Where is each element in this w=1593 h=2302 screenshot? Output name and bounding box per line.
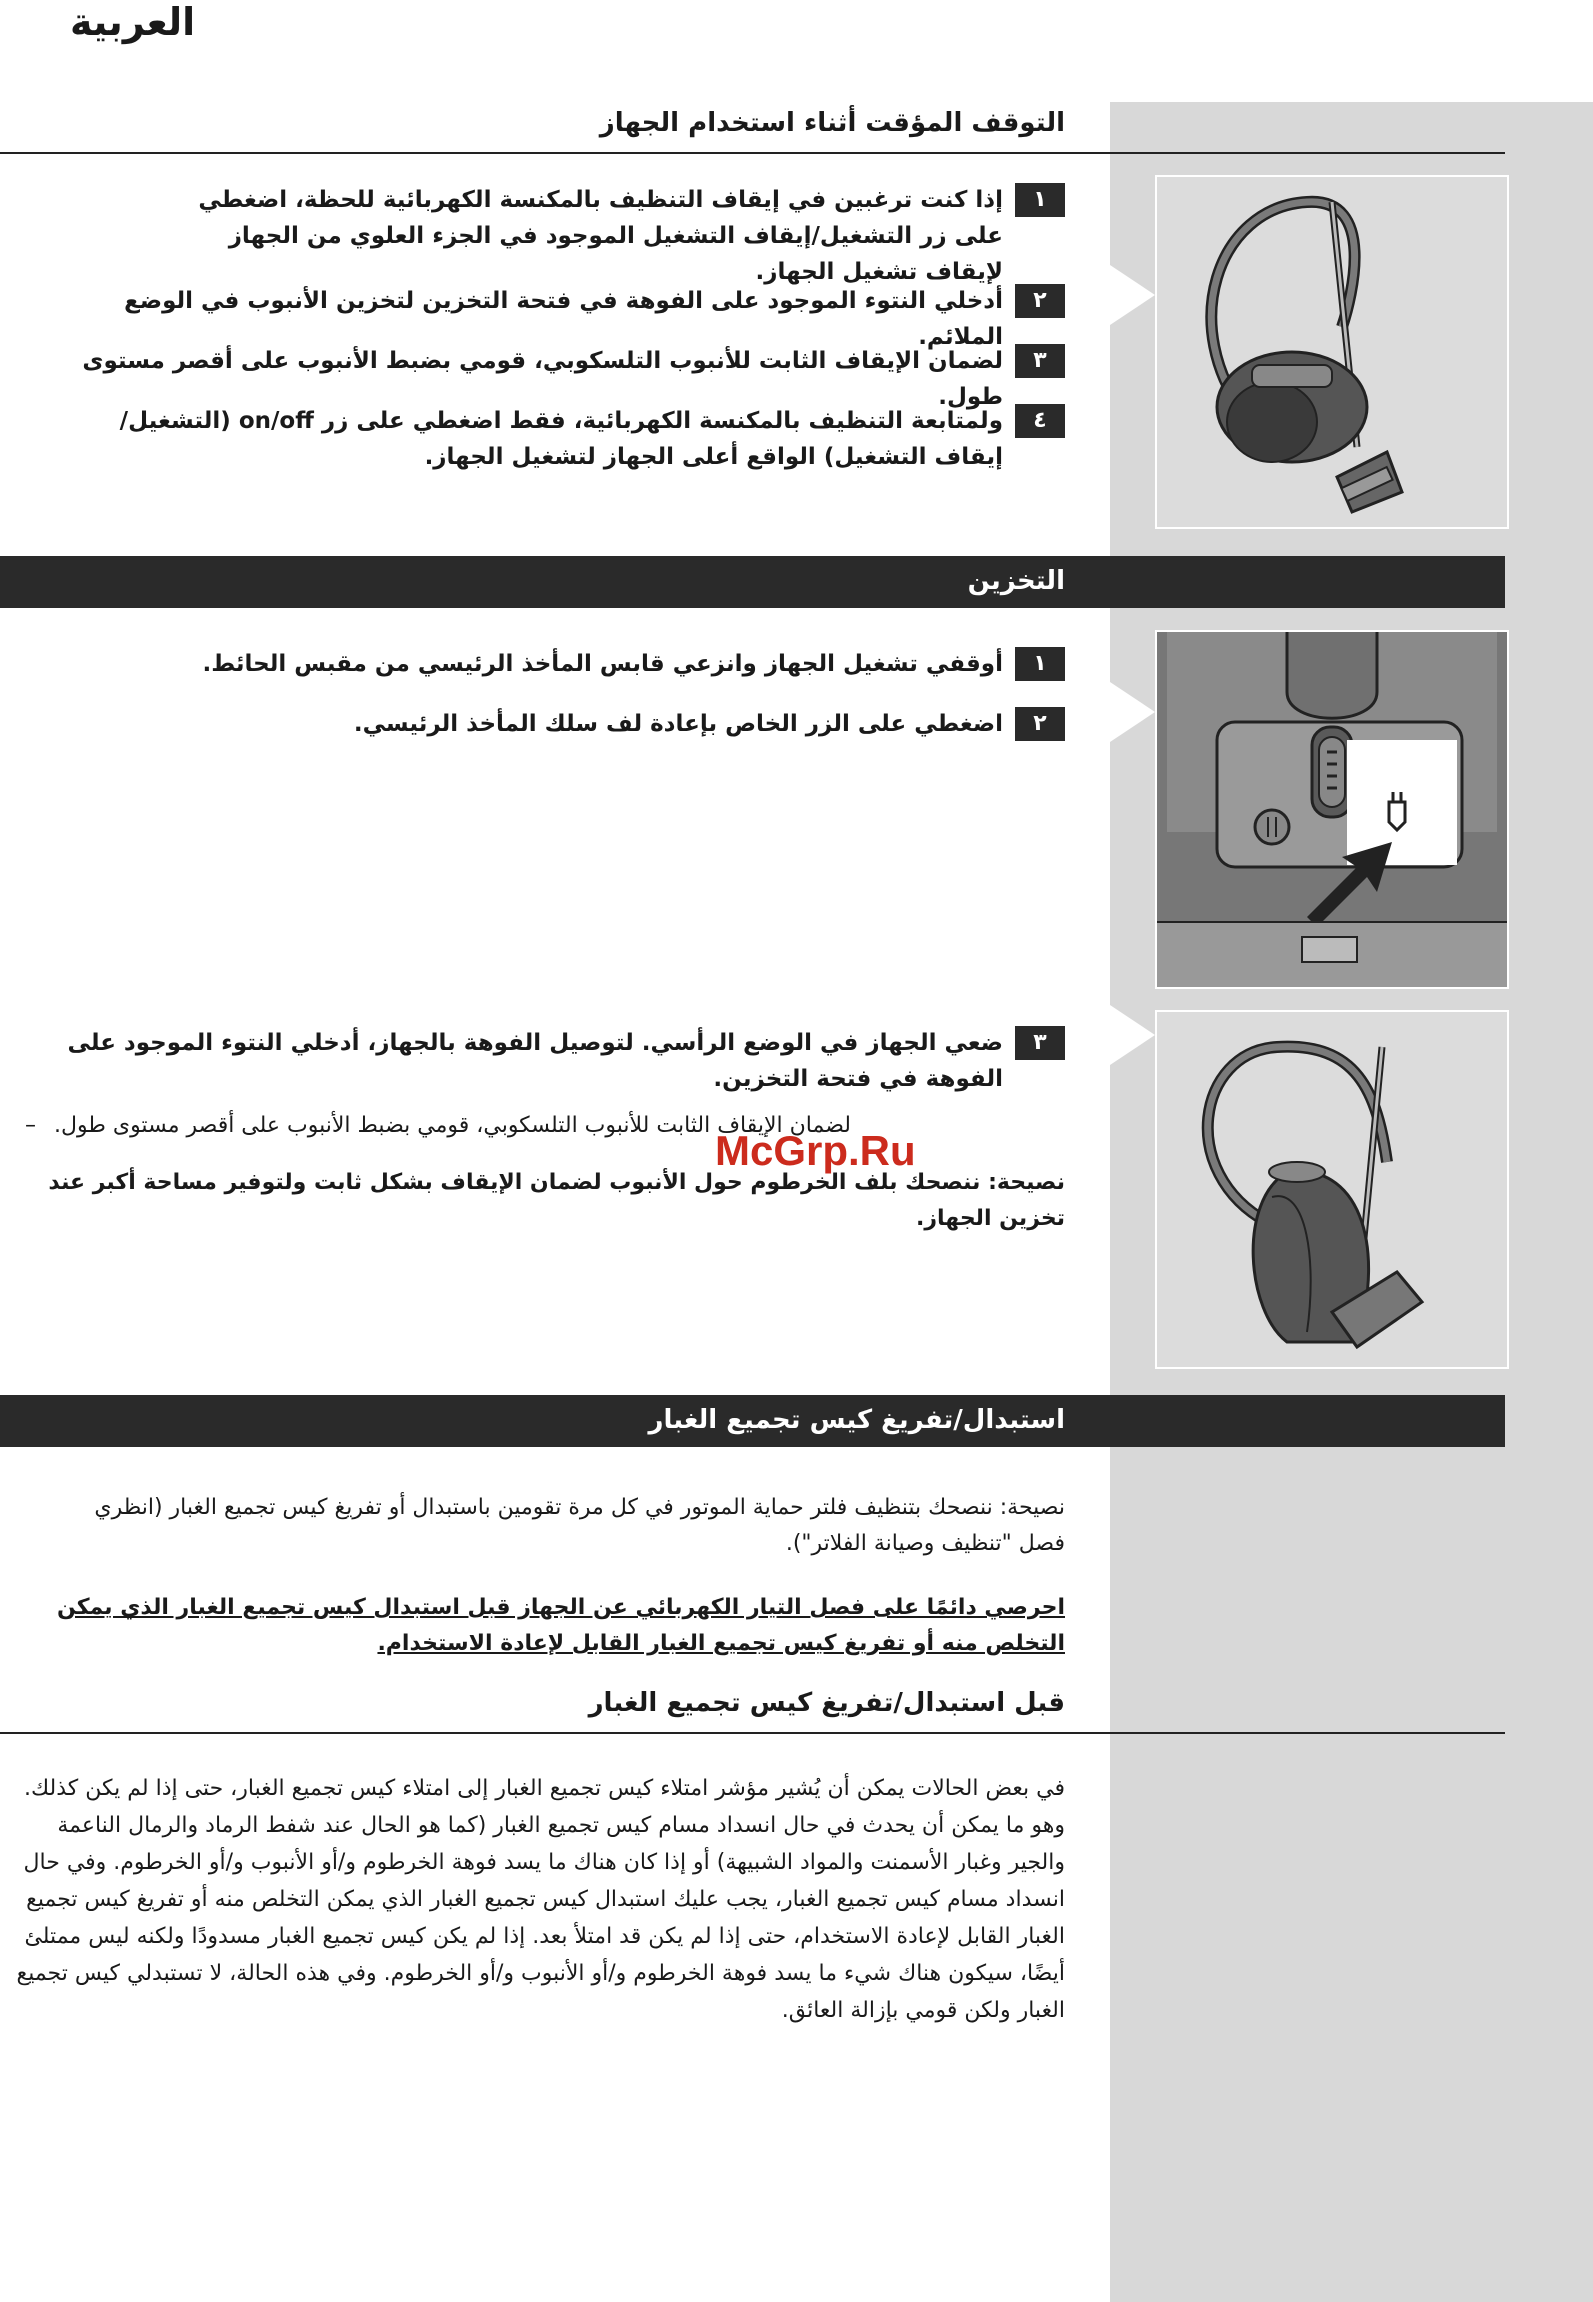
step-number: ٣ [1015, 344, 1065, 378]
figure-pointer [1110, 682, 1155, 742]
step-text: ولمتابعة التنظيف بالمكنسة الكهربائية، فقط اضغطي على زر on/off (التشغيل/إيقاف التشغيل) الواقع أعلى الجهاز لتشغيل الجهاز. [119, 408, 1003, 470]
section-title: استبدال/تفريغ كيس تجميع الغبار [648, 1405, 1065, 1435]
storage-step-2 [115, 706, 1065, 742]
storage-tip: نصيحة: ننصحك بلف الخرطوم حول الأنبوب لضمان الإيقاف بشكل ثابت ولتوفير مساحة أكبر عند تخزين الجهاز. [48, 1170, 1065, 1231]
vacuum-upright-storage-illustration [1155, 1010, 1509, 1369]
step-text: لضمان الإيقاف الثابت للأنبوب التلسكوبي، قومي بضبط الأنبوب على أقصر مستوى طول. [82, 348, 1003, 410]
indicator-dial-icon [1255, 810, 1289, 844]
step-number: ٢ [1015, 707, 1065, 741]
step-text: إذا كنت ترغبين في إيقاف التنظيف بالمكنسة الكهربائية للحظة، اضغطي على زر التشغيل/إيقاف التشغيل الموجود في الجزء العلوي من الجهاز لإيقاف تشغيل الجهاز. [198, 187, 1003, 285]
upright-vacuum-icon [1157, 1012, 1507, 1367]
cord-rewind-illustration [1155, 630, 1509, 989]
dustbag-tip: نصيحة: ننصحك بتنظيف فلتر حماية الموتور في كل مرة تقومين باستبدال أو تفريغ كيس تجميع الغبار (انظري فصل "تنظيف وصيانة الفلاتر"). [94, 1495, 1065, 1556]
pause-step-4 [80, 403, 1065, 475]
dustbag-subheading [0, 1682, 1505, 1734]
storage-step-1 [115, 646, 1065, 682]
step-number: ١ [1015, 183, 1065, 217]
rewind-button-icon [1319, 737, 1345, 807]
figure-pointer [1110, 265, 1155, 325]
figure-pointer [1110, 1005, 1155, 1065]
step-number: ٣ [1015, 1026, 1065, 1060]
section-heading-storage [0, 556, 1505, 608]
step-number: ٢ [1015, 284, 1065, 318]
subheading-title: قبل استبدال/تفريغ كيس تجميع الغبار [588, 1688, 1065, 1718]
vacuum-parked-illustration [1155, 175, 1509, 529]
step-number: ١ [1015, 647, 1065, 681]
step-text: ضعي الجهاز في الوضع الرأسي. لتوصيل الفوهة بالجهاز، أدخلي النتوء الموجود على الفوهة في فتحة التخزين. [67, 1030, 1003, 1092]
pause-step-1 [165, 182, 1065, 290]
section-title: التوقف المؤقت أثناء استخدام الجهاز [599, 108, 1065, 138]
vacuum-cleaner-icon [1157, 177, 1507, 527]
dash-item-text: لضمان الإيقاف الثابت للأنبوب التلسكوبي، قومي بضبط الأنبوب على أقصر مستوى طول. [54, 1113, 851, 1138]
dustbag-warning: احرصي دائمًا على فصل التيار الكهربائي عن الجهاز قبل استبدال كيس تجميع الغبار الذي يمكن التخلص منه أو تفريغ كيس تجميع الغبار القابل لإعادة الاستخدام. [56, 1595, 1065, 1656]
step-number: ٤ [1015, 404, 1065, 438]
dustbag-body: في بعض الحالات يمكن أن يُشير مؤشر امتلاء كيس تجميع الغبار إلى امتلاء كيس تجميع الغبار، حتى إذا لم يكن كذلك. وهو ما يمكن أن يحدث في حال انسداد مسام كيس تجميع الغبار (كما هو الحال عند شفط الرماد والرمال الناعمة والجير وغبار الأسمنت والمواد الشبيهة) أو إذا كان هناك ما يسد فوهة الخرطوم و/أو الأنبوب و/أو الخرطوم. وفي حال انسداد مسام كيس تجميع الغبار، يجب عليك استبدال كيس تجميع الغبار الذي يمكن التخلص منه أو تفريغ كيس تجميع الغبار القابل لإعادة الاستخدام، حتى إذا لم يكن قد امتلأ بعد. إذا لم يكن كيس تجميع الغبار مسدودًا ولكنه ليس ممتلئ أيضًا، سيكون هناك شيء ما يسد فوهة الخرطوم و/أو الأنبوب و/أو الخرطوم. وفي هذه الحالة، لا تستبدلي كيس تجميع الغبار ولكن قومي بإزالة العائق. [16, 1776, 1065, 2023]
step-text: أدخلي النتوء الموجود على الفوهة في فتحة التخزين لتخزين الأنبوب في الوضع الملائم. [124, 288, 1003, 350]
language-label: العربية [70, 0, 196, 44]
storage-dash-item: – لضمان الإيقاف الثابت للأنبوب التلسكوبي، قومي بضبط الأنبوب على أقصر مستوى طول. [25, 1108, 1065, 1144]
step-text: اضغطي على الزر الخاص بإعادة لف سلك المأخذ الرئيسي. [353, 711, 1003, 737]
watermark: McGrp.Ru [715, 1127, 916, 1174]
section-heading-dustbag [0, 1395, 1505, 1447]
step-text: أوقفي تشغيل الجهاز وانزعي قابس المأخذ الرئيسي من مقبس الحائط. [202, 651, 1003, 677]
storage-step-3 [25, 1025, 1065, 1097]
section-title: التخزين [967, 566, 1065, 596]
section-heading-pause [0, 100, 1505, 154]
